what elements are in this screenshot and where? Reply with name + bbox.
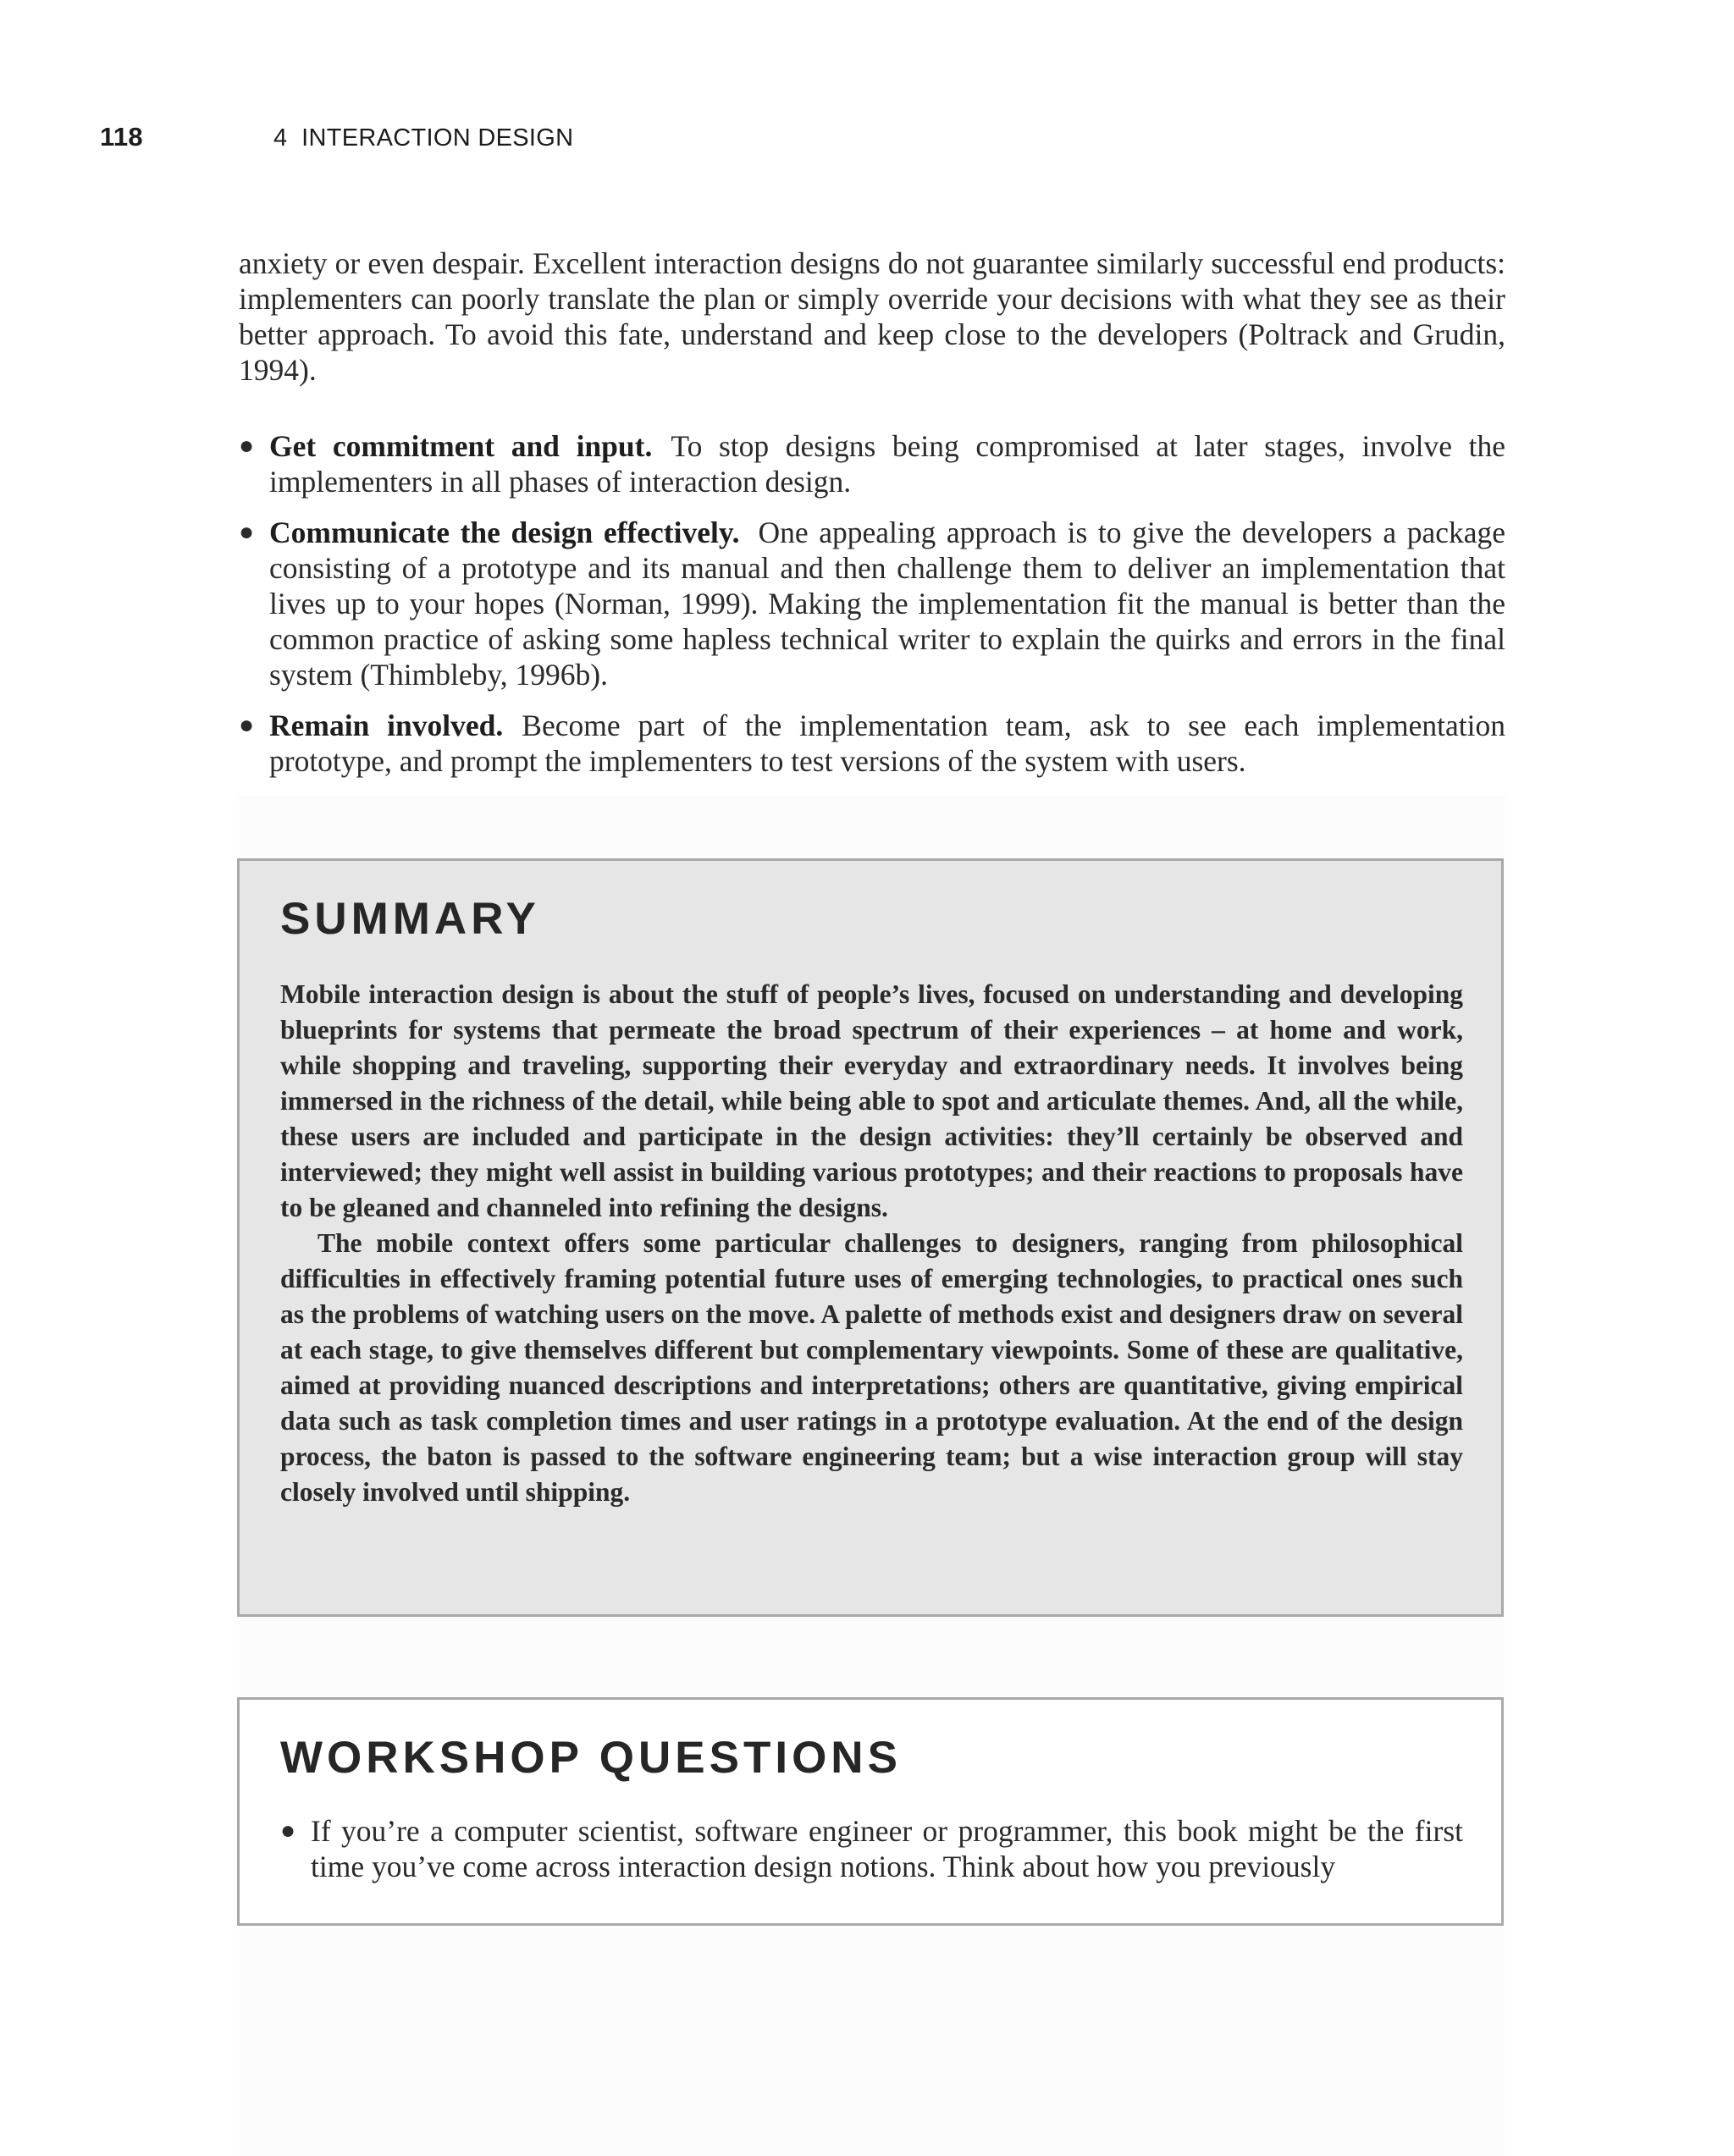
list-item bbox=[280, 1813, 1463, 1884]
page-number: 118 bbox=[100, 122, 143, 152]
bullet-lead: Communicate the design effectively. bbox=[269, 516, 740, 549]
bullet-icon: ● bbox=[239, 518, 255, 546]
summary-box bbox=[237, 858, 1504, 1617]
chapter-number: 4 bbox=[273, 124, 288, 152]
bullet-text: One appealing approach is to give the developers a package consisting of a prototype and its manual and then challenge them to deliver an implementation that lives up to your hopes (Norman, 1999). Making the implementation fit the manual is better than the common practice of asking some hapless technical writer to explain the quirks and errors in the final system (Thimbleby, 1996b). bbox=[269, 516, 1505, 692]
summary-title: SUMMARY bbox=[280, 894, 540, 944]
workshop-title: WORKSHOP QUESTIONS bbox=[280, 1733, 902, 1783]
workshop-question-text: If you’re a computer scientist, software engineer or programmer, this book might be the first time you’ve come across interaction design notions. Think about how you previously bbox=[311, 1814, 1463, 1883]
workshop-question-list bbox=[280, 1813, 1463, 1884]
bullet-icon: ● bbox=[239, 432, 255, 460]
bullet-icon: ● bbox=[280, 1817, 296, 1844]
chapter-heading bbox=[273, 124, 573, 152]
bullet-lead: Get commitment and input. bbox=[269, 429, 653, 463]
summary-text bbox=[280, 977, 1463, 1510]
list-item bbox=[239, 515, 1505, 692]
list-item bbox=[239, 428, 1505, 499]
running-head bbox=[100, 122, 573, 152]
bullet-text: To stop designs being compromised at later stages, involve the implementers in all phases of interaction design. bbox=[269, 429, 1505, 499]
list-item bbox=[239, 708, 1505, 779]
intro-paragraph: anxiety or even despair. Excellent interaction designs do not guarantee similarly successful end products: implementers can poorly translate the plan or simply override your decisions with what they see as their better approach. To avoid this fate, understand and keep close to the developers (Poltrack and Grudin, 1994). bbox=[239, 246, 1505, 387]
bullet-text: Become part of the implementation team, ask to see each implementation prototype, and prompt the implementers to test versions of the system with users. bbox=[269, 709, 1506, 778]
bullet-lead: Remain involved. bbox=[269, 709, 504, 742]
summary-paragraph: Mobile interaction design is about the stuff of people’s lives, focused on understanding and developing blueprints for systems that permeate the broad spectrum of their experiences – at home and work, while shopping and traveling, supporting their everyday and extraordinary needs. It involves being immersed in the richness of the detail, while being able to spot and articulate themes. And, all the while, these users are included and participate in the design activities: they’ll certainly be observed and interviewed; they might well assist in building various prototypes; and their reactions to proposals have to be gleaned and channeled into refining the designs. bbox=[280, 979, 1463, 1222]
guideline-list bbox=[239, 428, 1505, 794]
summary-paragraph: The mobile context offers some particular challenges to designers, ranging from philosophical difficulties in effectively framing potential future uses of emerging technologies, to practical ones such as the problems of watching users on the move. A palette of methods exist and designers draw on several at each stage, to give themselves different but complementary viewpoints. Some of these are qualitative, aimed at providing nuanced descriptions and interpretations; others are quantitative, giving empirical data such as task completion times and user ratings in a prototype evaluation. At the end of the design process, the baton is passed to the software engineering team; but a wise interaction group will stay closely involved until shipping. bbox=[280, 1228, 1463, 1507]
workshop-questions-box bbox=[237, 1697, 1504, 1926]
bullet-icon: ● bbox=[239, 711, 255, 739]
chapter-title: INTERACTION DESIGN bbox=[301, 124, 574, 152]
